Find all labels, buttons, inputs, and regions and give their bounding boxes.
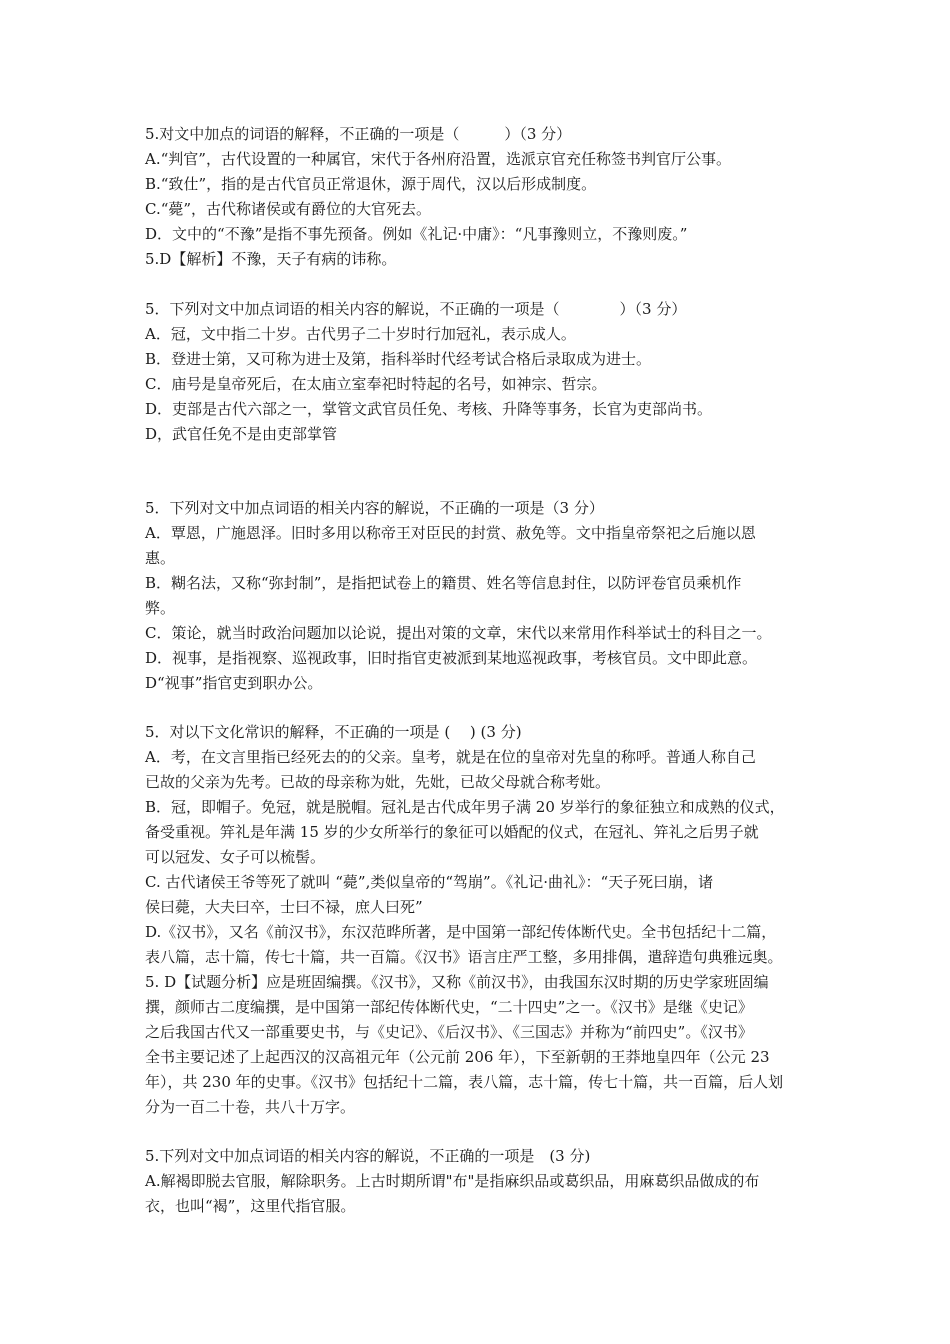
option-line: B．糊名法，又称“弥封制”，是指把试卷上的籍贯、姓名等信息封住，以防评卷官员乘机作: [145, 574, 742, 592]
answer-line: 年），共 230 年的史事。《汉书》包括纪十二篇，表八篇，志十篇，传七十篇，共一百篇，后人划: [145, 1073, 784, 1091]
option-line: A．覃恩，广施恩泽。旧时多用以称帝王对臣民的封赏、赦免等。文中指皇帝祭祀之后施以恩: [145, 524, 756, 542]
option-line: 表八篇，志十篇，传七十篇，共一百篇。《汉书》语言庄严工整，多用排偶，遣辞造句典雅远奥。: [145, 948, 783, 966]
question-line: 5．对以下文化常识的解释，不正确的一项是 ( ) (3 分): [145, 723, 522, 741]
question-block-2: [145, 297, 825, 447]
option-line: 可以冠发、女子可以梳髻。: [145, 848, 326, 866]
answer-line: D，武官任免不是由吏部掌管: [145, 425, 338, 443]
option-line: C.“薨”，古代称诸侯或有爵位的大官死去。: [145, 200, 432, 218]
option-line: D．文中的“不豫”是指不事先预备。例如《礼记·中庸》：“凡事豫则立，不豫则废。”: [145, 225, 688, 243]
answer-line: 5.D【解析】不豫，天子有病的讳称。: [145, 250, 397, 268]
answer-line: 5. D【试题分析】应是班固编撰。《汉书》，又称《前汉书》，由我国东汉时期的历史学家班固编: [145, 973, 769, 991]
option-line: A．冠，文中指二十岁。古代男子二十岁时行加冠礼，表示成人。: [145, 325, 576, 343]
option-line: A.解褐即脱去官服，解除职务。上古时期所谓"布"是指麻织品或葛织品，用麻葛织品做成的布: [145, 1172, 760, 1190]
option-line: D．视事，是指视察、巡视政事，旧时指官吏被派到某地巡视政事，考核官员。文中即此意。: [145, 649, 758, 667]
option-line: 惠。: [145, 549, 176, 567]
question-block-4: [145, 720, 825, 1120]
question-line: 5.对文中加点的词语的解释，不正确的一项是（ ）（3 分）: [145, 125, 572, 143]
option-line: 弊。: [145, 599, 176, 617]
option-line: A.“判官”，古代设置的一种属官，宋代于各州府沿置，选派京官充任称签书判官厅公事。: [145, 150, 731, 168]
option-line: B．冠，即帽子。免冠，就是脱帽。冠礼是古代成年男子满 20 岁举行的象征独立和成熟的仪式，: [145, 798, 785, 816]
question-line: 5．下列对文中加点词语的相关内容的解说，不正确的一项是（3 分）: [145, 499, 604, 517]
question-line: 5.下列对文中加点词语的相关内容的解说，不正确的一项是 (3 分): [145, 1147, 591, 1165]
option-line: 衣，也叫“褐”，这里代指官服。: [145, 1197, 356, 1215]
option-line: 已故的父亲为先考。已故的母亲称为妣，先妣，已故父母就合称考妣。: [145, 773, 611, 791]
option-line: D．吏部是古代六部之一，掌管文武官员任免、考核、升降等事务，长官为吏部尚书。: [145, 400, 713, 418]
option-line: C. 古代诸侯王爷等死了就叫 “薨”,类似皇帝的“驾崩”。《礼记·曲礼》：“天子死曰崩，诸: [145, 873, 714, 891]
answer-line: 全书主要记述了上起西汉的汉高祖元年（公元前 206 年），下至新朝的王莽地皇四年（公元 23: [145, 1048, 770, 1066]
question-line: 5．下列对文中加点词语的相关内容的解说，不正确的一项是（ ）（3 分）: [145, 300, 687, 318]
question-block-3: [145, 496, 825, 696]
option-line: 备受重视。笄礼是年满 15 岁的少女所举行的象征可以婚配的仪式，在冠礼、笄礼之后男子就: [145, 823, 759, 841]
option-line: D.《汉书》，又名《前汉书》，东汉范晔所著，是中国第一部纪传体断代史。全书包括纪十二篇，: [145, 923, 777, 941]
option-line: 侯曰薨，大夫曰卒，士曰不禄，庶人曰死”: [145, 898, 423, 916]
option-line: C．庙号是皇帝死后，在太庙立室奉祀时特起的名号，如神宗、哲宗。: [145, 375, 607, 393]
answer-line: D“视事”指官吏到职办公。: [145, 674, 323, 692]
answer-line: 撰，颜师古二度编撰，是中国第一部纪传体断代史，“二十四史”之一。《汉书》是继《史记》: [145, 998, 753, 1016]
option-line: B.“致仕”，指的是古代官员正常退休，源于周代，汉以后形成制度。: [145, 175, 597, 193]
question-block-5: [145, 1144, 825, 1219]
option-line: B．登进士第，又可称为进士及第，指科举时代经考试合格后录取成为进士。: [145, 350, 652, 368]
option-line: A．考，在文言里指已经死去的的父亲。皇考，就是在位的皇帝对先皇的称呼。普通人称自己: [145, 748, 756, 766]
question-block-1: [145, 122, 825, 272]
answer-line: 分为一百二十卷，共八十万字。: [145, 1098, 356, 1116]
option-line: C．策论，就当时政治问题加以论说，提出对策的文章，宋代以来常用作科举试士的科目之一。: [145, 624, 772, 642]
answer-line: 之后我国古代又一部重要史书，与《史记》、《后汉书》、《三国志》并称为“前四史”。《汉书》: [145, 1023, 753, 1041]
